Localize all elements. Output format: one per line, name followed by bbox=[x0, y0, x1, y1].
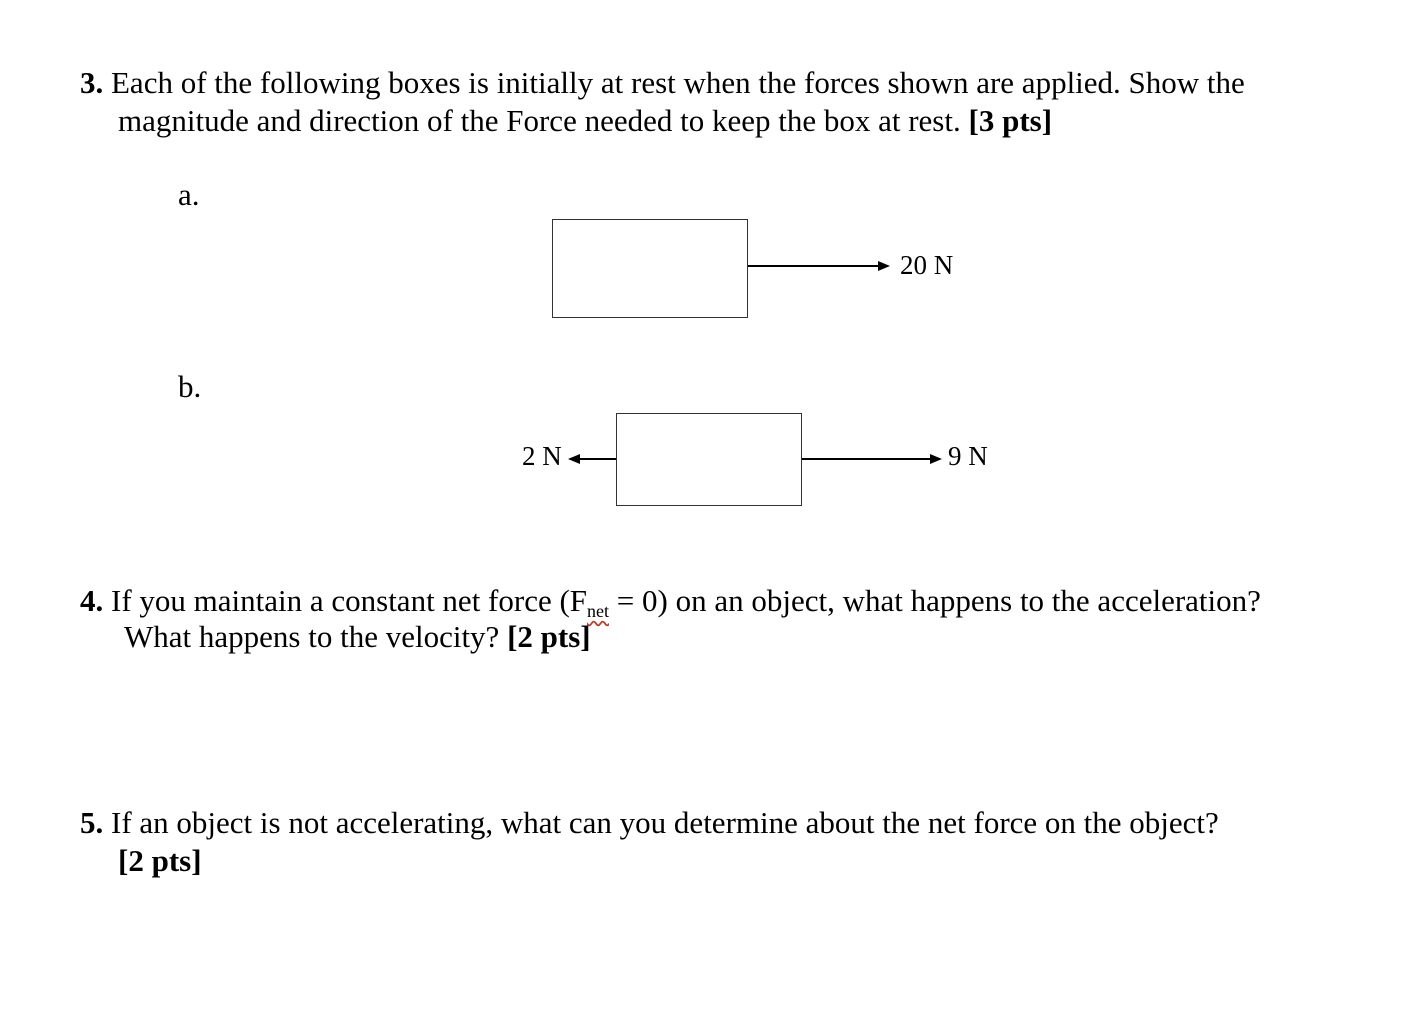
part-b-label: b. bbox=[178, 369, 202, 404]
question-3-points: [3 pts] bbox=[968, 103, 1053, 138]
question-3-line1: Each of the following boxes is initially at rest when the forces shown are applied. Show the bbox=[111, 65, 1245, 100]
part-b-right-force-label: 9 N bbox=[948, 441, 988, 471]
question-5 bbox=[80, 804, 1219, 841]
question-3-line2: magnitude and direction of the Force needed to keep the box at rest. bbox=[118, 103, 961, 138]
question-4-points: [2 pts] bbox=[507, 619, 591, 654]
question-4-line1-before: If you maintain a constant net force (F bbox=[111, 583, 588, 618]
net-subscript: net bbox=[587, 601, 610, 621]
part-b-left-arrow bbox=[568, 454, 616, 464]
question-4-number: 4. bbox=[80, 583, 104, 618]
question-5-points: [2 pts] bbox=[118, 843, 202, 878]
question-5-number: 5. bbox=[80, 805, 104, 840]
question-4-line1-after: = 0) on an object, what happens to the acceleration? bbox=[609, 583, 1261, 618]
part-a-label: a. bbox=[178, 177, 200, 212]
part-b-left-force-label: 2 N bbox=[522, 441, 562, 471]
part-a-right-force-label: 20 N bbox=[900, 250, 954, 280]
question-4-line2-row bbox=[124, 618, 591, 655]
part-a-right-arrow bbox=[748, 261, 890, 271]
part-b-right-arrow bbox=[802, 454, 942, 464]
question-5-line2-row bbox=[118, 842, 202, 879]
question-3-number: 3. bbox=[80, 65, 104, 100]
question-4-line2: What happens to the velocity? bbox=[124, 619, 500, 654]
question-5-line1: If an object is not accelerating, what can you determine about the net force on the object? bbox=[111, 805, 1219, 840]
